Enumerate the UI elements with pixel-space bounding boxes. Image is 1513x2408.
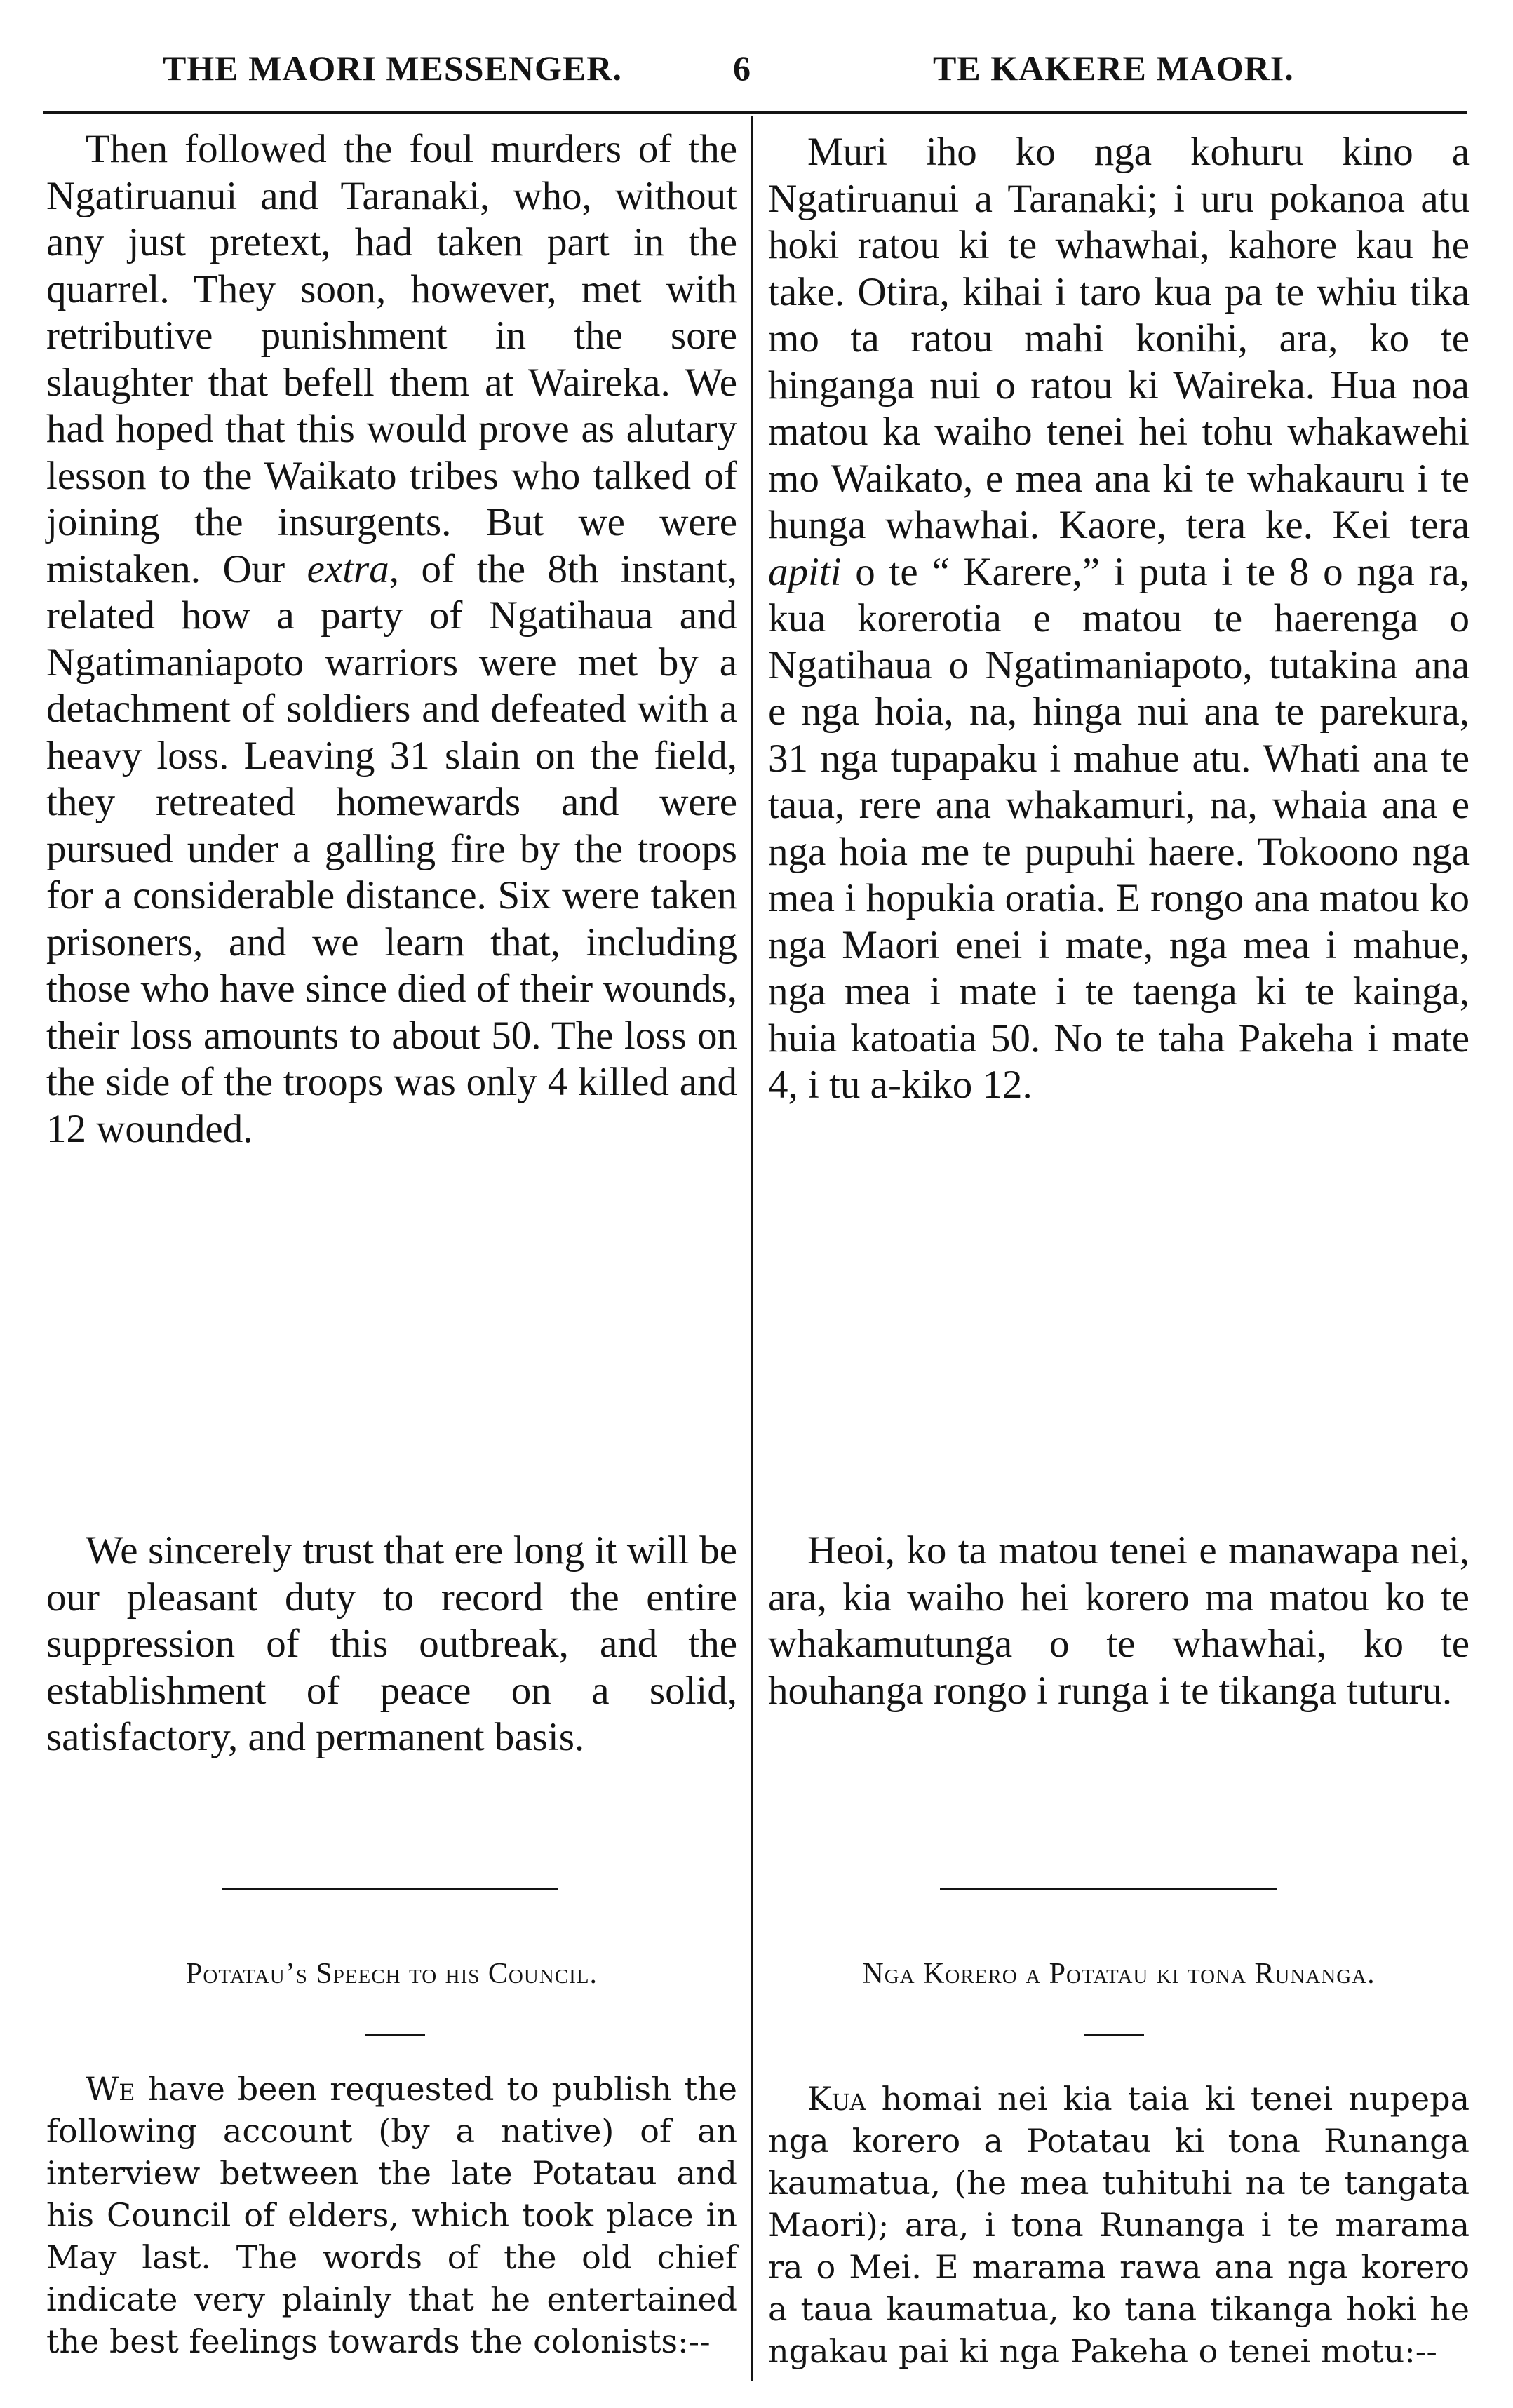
english-heading-rule	[365, 2034, 425, 2036]
masthead-maori: TE KAKERE MAORI.	[933, 48, 1294, 88]
english-speech-intro	[46, 2068, 737, 2362]
maori-speech-intro	[768, 2078, 1470, 2372]
english-paragraph-2	[46, 1528, 737, 1761]
english-paragraph-1	[46, 126, 737, 1152]
maori-heading-rule	[1084, 2034, 1144, 2036]
english-para1-text-a: Then followed the foul murders of the Ngatiruanui and Taranaki, who, without any just pretext, had taken part in the quarrel. They soon, however, met with retributive punishment in the sore slaughter that befell them at Waireka. We had hoped that this would prove as alutary lesson to the Waikato tribes who talked of joining the insurgents. But we were mistaken. Our	[46, 127, 737, 591]
english-speech-text: have been requested to publish the following account (by a native) of an interview between the late Potatau and his Council of elders, which took place in May last. The words of the old chief indicate very plainly that he entertained the best feelings towards the colonists:--	[46, 2070, 737, 2360]
maori-para1-text-a: Muri iho ko nga kohuru kino a Ngatiruanui a Taranaki; i uru pokanoa atu hoki ratou ki te whawhai, kahore kau he take. Otira, kihai i taro kua pa te whiu tika mo ta ratou mahi konihi, ara, ko te hinganga nui o ratou ki Waireka. Hua noa matou ka waiho tenei hei tohu whakawehi mo Waikato, e mea ana ki te whakauru i te hunga whawhai. Kaore, tera ke. Kei tera	[768, 130, 1470, 547]
masthead-english: THE MAORI MESSENGER.	[163, 48, 622, 88]
header-rule	[43, 111, 1467, 114]
maori-speech-lead: Kua	[807, 2080, 866, 2118]
maori-para1-apiti: apiti	[768, 549, 842, 594]
maori-para1-text-b: o te “ Karere,” i puta i te 8 o nga ra, kua korerotia e matou te haerenga o Ngatihaua o Ngatimaniapoto, tutakina ana e nga hoia, na, hinga nui ana te parekura, 31 nga tupapaku i mahue atu. Whati ana te taua, rere ana whakamuri, na, whaia ana e nga hoia me te pupuhi haere. Tokoono nga mea i hopukia oratia. E rongo ana matou ko nga Maori enei i mate, nga mea i mahue, nga mea i mate i te taenga ki te kainga, huia katoatia 50. No te taha Pakeha i mate 4, i tu a-kiko 12.	[768, 549, 1470, 1107]
maori-speech-heading: Nga Korero a Potatau ki tona Runanga.	[862, 1958, 1376, 1990]
english-para1-extra: extra	[307, 546, 389, 591]
column-divider	[751, 116, 753, 2381]
maori-speech-text: homai nei kia taia ki tenei nupepa nga korero a Potatau ki tona Runanga kaumatua, (he mea tuhituhi na te tangata Maori); ara, i tona Runanga i te marama ra o Mei. E marama rawa ana nga korero a taua kaumatua, ko tana tikanga hoki he ngakau pai ki nga Pakeha o tenei motu:--	[768, 2080, 1470, 2370]
page-header	[0, 48, 1513, 104]
maori-paragraph-1	[768, 129, 1470, 1109]
maori-section-rule	[940, 1888, 1277, 1890]
english-section-rule	[222, 1888, 558, 1890]
page-number: 6	[733, 48, 751, 88]
maori-paragraph-2	[768, 1528, 1470, 1714]
english-speech-heading: Potatau’s Speech to his Council.	[186, 1958, 598, 1990]
maori-para2-text: Heoi, ko ta matou tenei e manawapa nei, ara, kia waiho hei korero ma matou ko te whakamutunga o te whawhai, ko te houhanga rongo i runga i te tikanga tuturu.	[768, 1528, 1470, 1713]
english-speech-lead: We	[86, 2070, 135, 2108]
english-para1-text-b: , of the 8th instant, related how a party of Ngatihaua and Ngatimaniapoto warriors were met by a detachment of soldiers and defeated with a heavy loss. Leaving 31 slain on the field, they retreated homewards and were pursued under a galling fire by the troops for a considerable distance. Six were taken prisoners, and we learn that, including those who have since died of their wounds, their loss amounts to about 50. The loss on the side of the troops was only 4 killed and 12 wounded.	[46, 546, 738, 1151]
english-para2-text: We sincerely trust that ere long it will be our pleasant duty to record the entire suppression of this outbreak, and the establishment of peace on a solid, satisfactory, and permanent basis.	[46, 1528, 737, 1759]
